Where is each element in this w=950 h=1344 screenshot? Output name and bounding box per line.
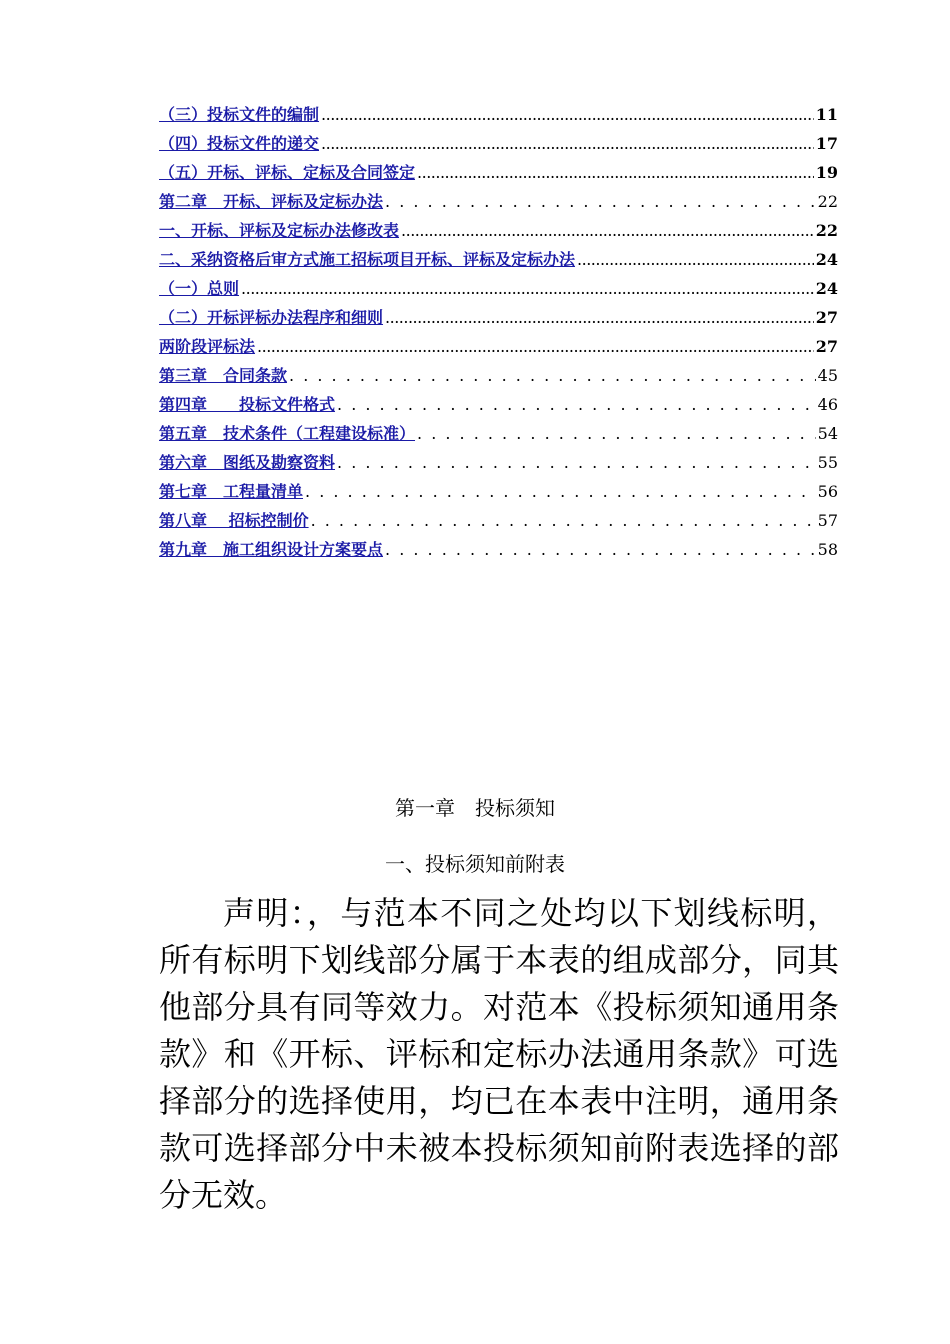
toc-page-number: 45 bbox=[817, 366, 838, 385]
toc-page-number: 27 bbox=[815, 337, 838, 356]
toc-entry[interactable] bbox=[159, 241, 838, 270]
toc-dot-leader bbox=[337, 395, 816, 415]
toc-entry[interactable] bbox=[159, 357, 838, 386]
toc-entry[interactable] bbox=[159, 154, 838, 183]
toc-dot-leader bbox=[401, 221, 814, 241]
table-of-contents bbox=[159, 96, 838, 560]
toc-entry-link[interactable]: （四）投标文件的递交 bbox=[159, 134, 320, 153]
toc-entry-link[interactable]: 第七章 工程量清单 bbox=[159, 482, 304, 501]
toc-dot-leader bbox=[337, 453, 816, 473]
toc-page-number: 27 bbox=[815, 308, 838, 327]
toc-entry-link[interactable]: 二、采纳资格后审方式施工招标项目开标、评标及定标办法 bbox=[159, 250, 576, 269]
toc-dot-leader bbox=[385, 308, 814, 328]
toc-entry-link[interactable]: 第三章 合同条款 bbox=[159, 366, 288, 385]
toc-entry-link[interactable]: 第九章 施工组织设计方案要点 bbox=[159, 540, 384, 559]
toc-dot-leader bbox=[385, 540, 816, 560]
toc-page-number: 19 bbox=[815, 163, 838, 182]
toc-entry[interactable] bbox=[159, 328, 838, 357]
toc-entry[interactable] bbox=[159, 125, 838, 154]
section-title: 一、投标须知前附表 bbox=[385, 852, 565, 876]
toc-entry-link[interactable]: 第二章 开标、评标及定标办法 bbox=[159, 192, 384, 211]
toc-dot-leader bbox=[321, 134, 814, 154]
toc-dot-leader bbox=[311, 511, 816, 531]
toc-page-number: 17 bbox=[815, 134, 838, 153]
toc-page-number: 55 bbox=[817, 453, 838, 472]
toc-entry-link[interactable]: 一、开标、评标及定标办法修改表 bbox=[159, 221, 400, 240]
toc-entry[interactable] bbox=[159, 270, 838, 299]
toc-page-number: 54 bbox=[817, 424, 838, 443]
toc-page-number: 24 bbox=[815, 279, 838, 298]
toc-dot-leader bbox=[385, 192, 816, 212]
toc-dot-leader bbox=[289, 366, 816, 386]
statement-paragraph: 声明：，与范本不同之处均以下划线标明，所有标明下划线部分属于本表的组成部分，同其他部分具有同等效力。对范本《投标须知通用条款》和《开标、评标和定标办法通用条款》可选择部分的选择使用，均已在本表中注明，通用条款可选择部分中未被本投标须知前附表选择的部分无效。 bbox=[159, 894, 839, 1214]
toc-page-number: 24 bbox=[815, 250, 838, 269]
toc-entry[interactable] bbox=[159, 531, 838, 560]
toc-entry-link[interactable]: 第六章 图纸及勘察资料 bbox=[159, 453, 336, 472]
toc-page-number: 57 bbox=[817, 511, 838, 530]
chapter-title: 第一章 投标须知 bbox=[395, 796, 555, 820]
toc-entry-link[interactable]: （五）开标、评标、定标及合同签定 bbox=[159, 163, 416, 182]
toc-entry[interactable] bbox=[159, 444, 838, 473]
toc-dot-leader bbox=[241, 279, 814, 299]
toc-entry[interactable] bbox=[159, 502, 838, 531]
toc-entry[interactable] bbox=[159, 96, 838, 125]
toc-page-number: 58 bbox=[817, 540, 838, 559]
toc-entry-link[interactable]: 第四章 投标文件格式 bbox=[159, 395, 336, 414]
toc-entry-link[interactable]: 第五章 技术条件（工程建设标准） bbox=[159, 424, 416, 443]
toc-dot-leader bbox=[417, 163, 814, 183]
toc-entry-link[interactable]: （二）开标评标办法程序和细则 bbox=[159, 308, 384, 327]
toc-page-number: 22 bbox=[815, 221, 838, 240]
toc-entry-link[interactable]: （一）总则 bbox=[159, 279, 240, 298]
toc-entry[interactable] bbox=[159, 473, 838, 502]
toc-dot-leader bbox=[577, 250, 814, 270]
toc-dot-leader bbox=[305, 482, 816, 502]
toc-page-number: 46 bbox=[817, 395, 838, 414]
toc-entry[interactable] bbox=[159, 386, 838, 415]
toc-entry[interactable] bbox=[159, 415, 838, 444]
toc-dot-leader bbox=[321, 105, 814, 125]
toc-dot-leader bbox=[417, 424, 816, 444]
toc-entry-link[interactable]: （三）投标文件的编制 bbox=[159, 105, 320, 124]
toc-page-number: 11 bbox=[815, 105, 838, 124]
toc-entry[interactable] bbox=[159, 299, 838, 328]
toc-page-number: 22 bbox=[817, 192, 838, 211]
toc-dot-leader bbox=[257, 337, 814, 357]
toc-entry[interactable] bbox=[159, 212, 838, 241]
toc-page-number: 56 bbox=[817, 482, 838, 501]
toc-entry[interactable] bbox=[159, 183, 838, 212]
toc-entry-link[interactable]: 两阶段评标法 bbox=[159, 337, 256, 356]
toc-entry-link[interactable]: 第八章 招标控制价 bbox=[159, 511, 309, 530]
